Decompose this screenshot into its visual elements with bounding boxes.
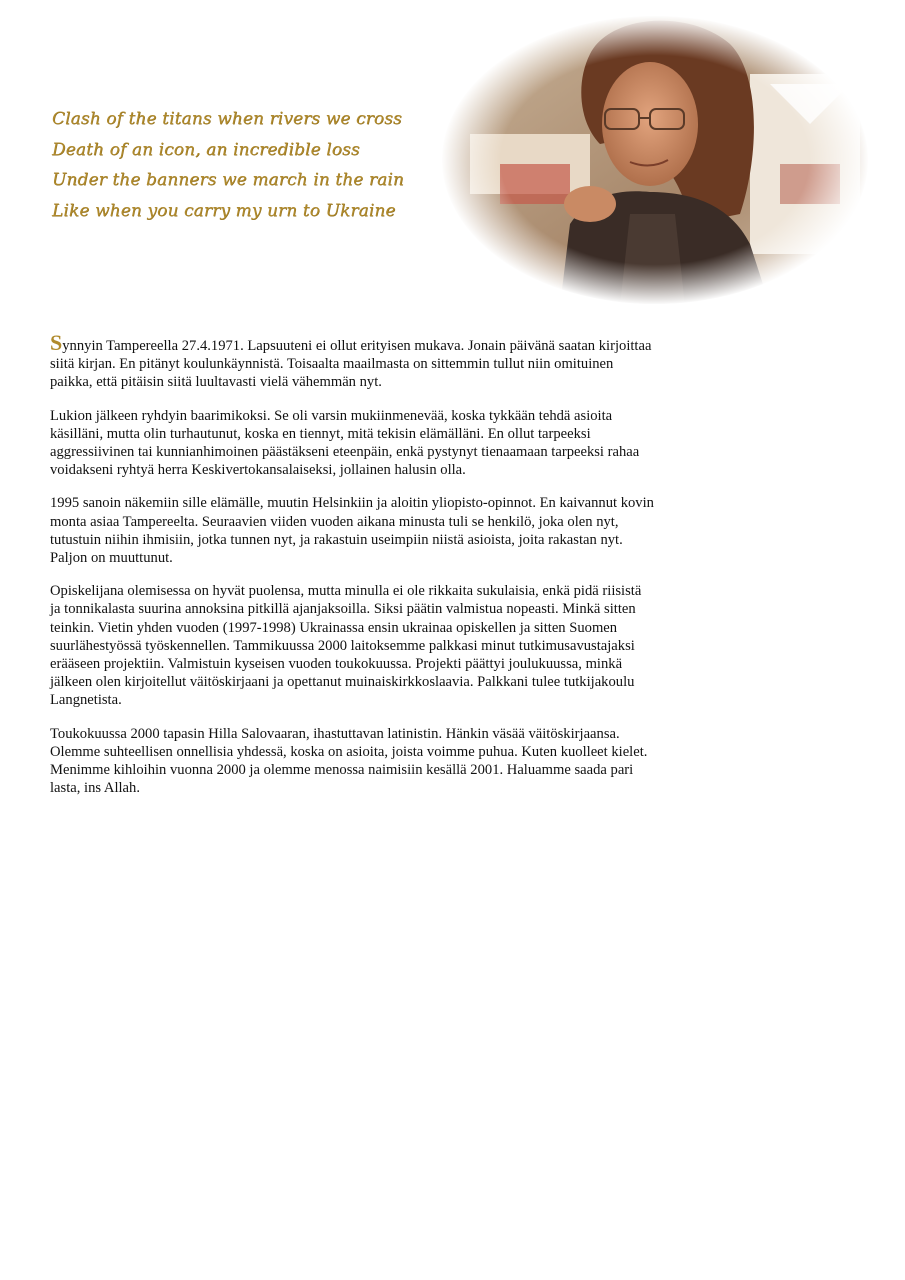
biography-text [50,330,655,812]
portrait-image [440,14,870,306]
poem-line: Clash of the titans when rivers we cross [52,109,402,129]
portrait-photo [440,14,870,306]
poem-line: Like when you carry my urn to Ukraine [52,200,396,221]
paragraph-text: ynnyin Tampereella 27.4.1971. Lapsuuteni ei ollut erityisen mukava. Jonain päivänä saatan kirjoittaa siitä kirjan. En pitänyt koulunkäynnistä. Toisaalta maailmasta on sittemmin tullut niin omituinen paikka, että pitäisin siitä luultavasti vielä vähemmän nyt. [50,338,652,391]
drop-cap: S [50,330,63,355]
paragraph: 1995 sanoin näkemiin sille elämälle, muutin Helsinkiin ja aloitin yliopisto-opinnot. En kaivannut kovin monta asiaa Tampereelta. Seuraavien viiden vuoden aikana minusta tuli se henkilö, joka olen nyt, tutustuin niihin ihmisiin, jotka tunnen nyt, ja rakastuin useimpiin niistä asioista, joita rakastan nyt. Paljon on muuttunut. [50,495,654,567]
poem-line: Death of an icon, an incredible loss [52,139,360,160]
paragraph [50,330,655,392]
poem-line: Under the banners we march in the rain [52,170,404,190]
poem-block [52,104,412,226]
paragraph: Toukokuussa 2000 tapasin Hilla Salovaaran, ihastuttavan latinistin. Hänkin väsää väitöskirjaansa. Olemme suhteellisen onnellisia yhdessä, koska on asioita, joista voimme puhua. Kuten kuolleet kielet. Menimme kihloihin vuonna 2000 ja olemme menossa naimisiin kesällä 2001. Haluamme saada pari lasta, ins Allah. [50,725,648,797]
paragraph: Opiskelijana olemisessa on hyvät puolensa, mutta minulla ei ole rikkaita sukulaisia, enkä pidä riisistä ja tonnikalasta suurina annoksina pitkillä ajanjaksoilla. Siksi päätin valmistua nopeasti. Minkä sitten teinkin. Vietin yhden vuoden (1997-1998) Ukrainassa ensin ukrainaa opiskellen ja sitten Suomen suurlähestyössä työskennellen. Tammikuussa 2000 laitoksemme palkkasi minut tutkimusavustajaksi erääseen projektiin. Valmistuin kyseisen vuoden toukokuussa. Projekti päättyi joulukuussa, minkä jälkeen olen kirjoitellut väitöskirjaani ja opettanut muinaiskirkkoslaavia. Palkkani tulee tutkijakoulu Langnetista. [50,583,642,709]
paragraph: Lukion jälkeen ryhdyin baarimikoksi. Se oli varsin mukiinmenevää, koska tykkään tehdä asioita käsilläni, mutta olin turhautunut, koska en tiennyt, mitä tekisin elämälläni. En ollut tarpeeksi aggressiivinen tai kunnianhimoinen päästäkseni eteenpäin, enkä pystynyt tienaamaan tarpeeksi rahaa voidakseni ryhtyä herra Keskivertokansalaiseksi, jollainen halusin olla. [50,407,640,479]
